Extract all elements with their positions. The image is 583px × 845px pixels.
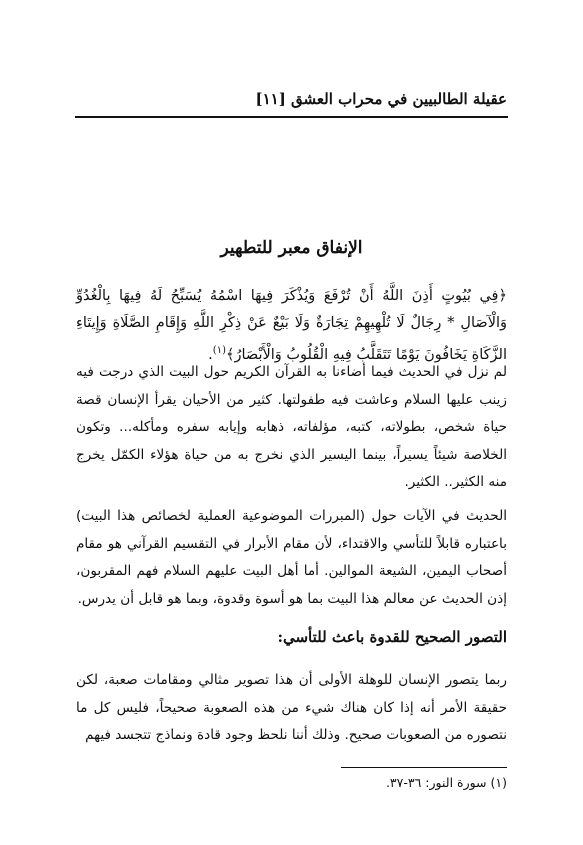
paragraph-3: ربما يتصور الإنسان للوهلة الأولى أن هذا تصوير مثالي ومقامات صعبة، لكن حقيقة الأمر أنه إذا كان هناك شيء من هذه الصعوبة صحيحاً، فليس كل ما نتصوره من الصعوبات صحيح. وذلك أننا نلحظ وجود قادة ونماذج تتجسد فيهم [76, 672, 507, 743]
quran-verse-block: ﴿فِي بُيُوتٍ أَذِنَ اللَّهُ أَنْ تُرْفَعَ وَيُذْكَرَ فِيهَا اسْمُهُ يُسَبِّحُ لَهُ فِيهَا بِالْغُدُوِّ وَالْآصَالِ * رِجَالٌ لَا تُلْهِيهِمْ تِجَارَةٌ وَلَا بَيْعٌ عَنْ ذِكْرِ اللَّهِ وَإِقَامِ الصَّلَاةِ وَإِيتَاءِ الزَّكَاةِ يَخَافُونَ يَوْمًا تَتَقَلَّبُ فِيهِ الْقُلُوبُ وَالْأَبْصَارُ﴾$^{(١)}$. [76, 288, 507, 363]
section-heading: التصور الصحيح للقدوة باعث للتأسي: [277, 628, 507, 646]
paragraph-2: الحديث في الآيات حول (المبررات الموضوعية العملية لخصائص هذا البيت) باعتباره قابلاً للتأسي والاقتداء، لأن مقام الأبرار في التقسيم القرآني هو مقام أصحاب اليمين، الشيعة الموالين. أما أهل البيت عليهم السلام فهم المقربون، إذن الحديث عن معالم هذا البيت بما هو أسوة وقدوة، وبما هو قابل أن يدرس. [76, 508, 507, 607]
quran-verse: ﴿فِي بُيُوتٍ أَذِنَ اللَّهُ أَنْ تُرْفَعَ وَيُذْكَرَ فِيهَا اسْمُهُ يُسَبِّحُ لَهُ فِيهَا بِالْغُدُوِّ وَالْآصَالِ * رِجَالٌ لَا تُلْهِيهِمْ تِجَارَةٌ وَلَا بَيْعٌ عَنْ ذِكْرِ اللَّهِ وَإِقَامِ الصَّلَاةِ وَإِيتَاءِ الزَّكَاةِ يَخَافُونَ يَوْمًا تَتَقَلَّبُ فِيهِ الْقُلُوبُ وَالْأَبْصَارُ﴾ [76, 288, 507, 363]
footnote-rule [341, 767, 507, 768]
paragraph-1: لم نزل في الحديث فيما أضاءنا به القرآن الكريم حول البيت الذي درجت فيه زينب عليها السلام وعاشت فيه طفولتها. كثير من الأحيان يقرأ الإنسان قصة حياة شخص، بطولاته، كتبه، مؤلفاته، ذهابه وإيابه سفره ومأكله... وتكون الخلاصة شيئاً يسيراً، بينما اليسير الذي نخرج به من حياة هؤلاء الكمّل يخرج منه الكثير.. الكثير. [76, 364, 507, 490]
chapter-title: الإنفاق معبر للتطهير [220, 238, 363, 258]
footnote: (١) سورة النور: ٣٦-٣٧. [385, 775, 507, 790]
footnote-marker: (١) [212, 345, 226, 356]
header-rule [75, 116, 508, 118]
running-head: عقيلة الطالبيين في محراب العشق [١١] [255, 90, 507, 108]
